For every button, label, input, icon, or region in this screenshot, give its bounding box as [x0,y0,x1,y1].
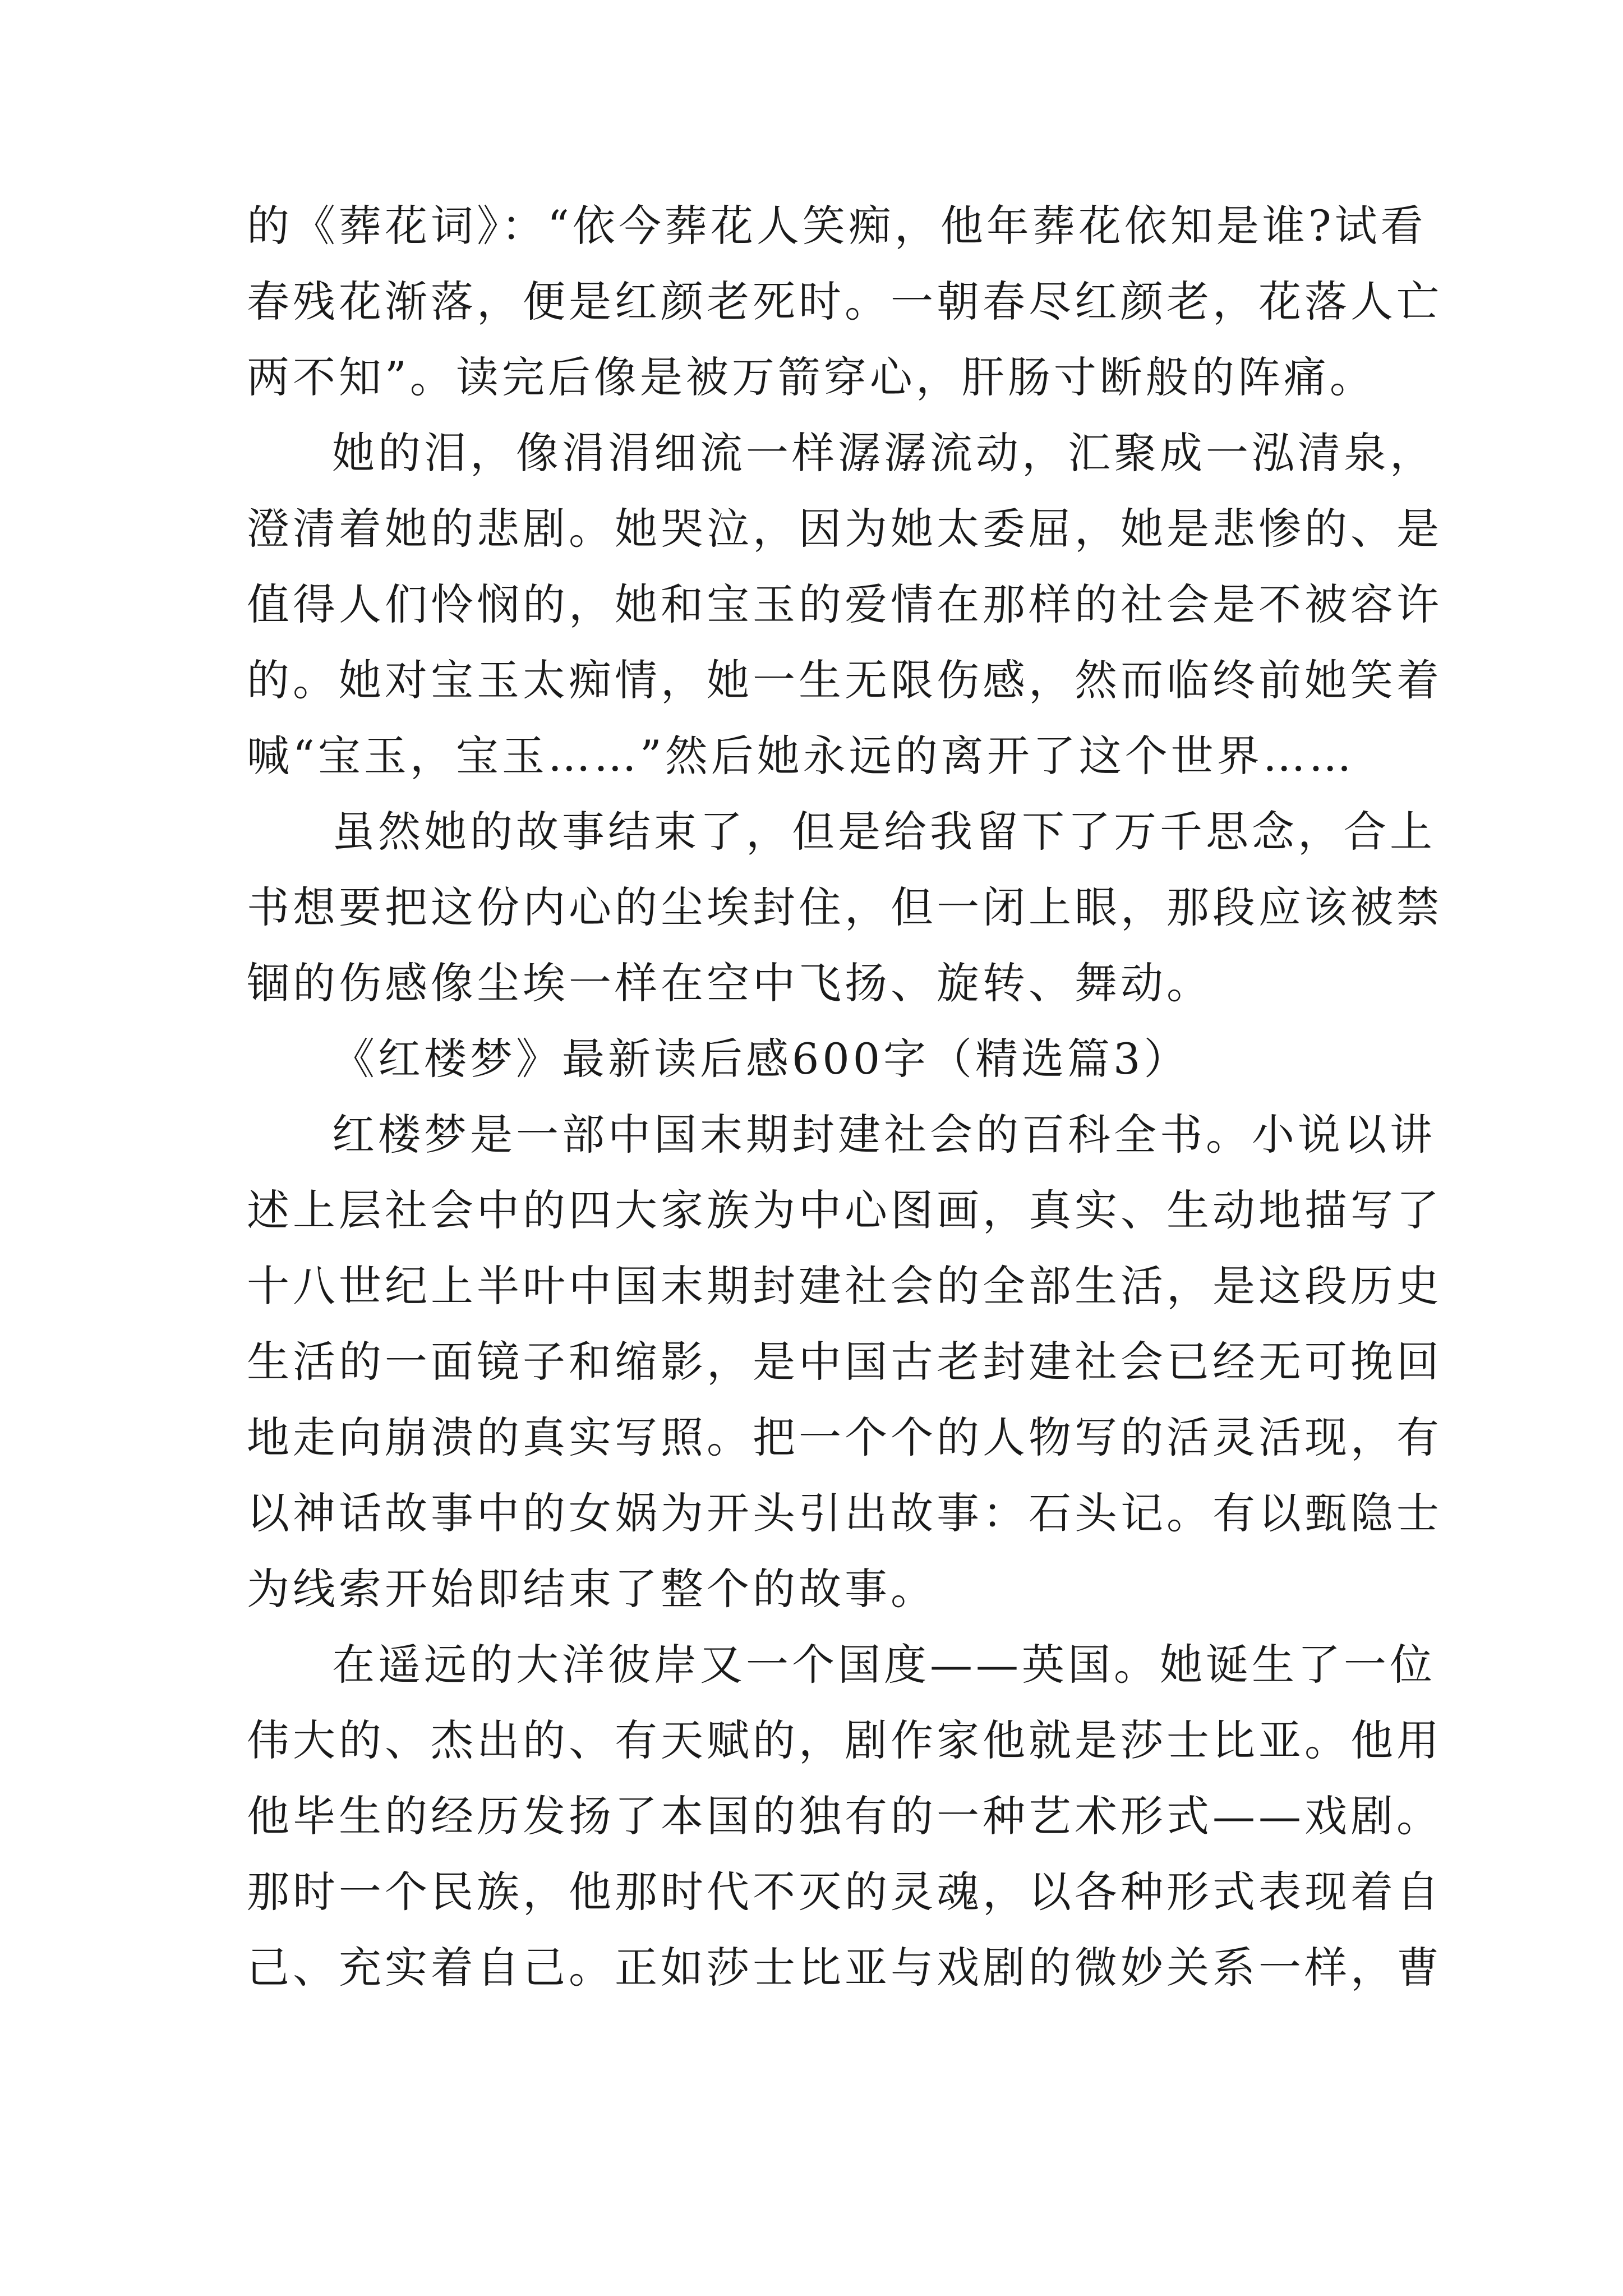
paragraph-first-line: 红楼梦是一部中国末期封建社会的百科全书。小说以讲 [332,1110,1436,1159]
text-line: 己、充实着自己。正如莎士比亚与戏剧的微妙关系一样，曹 [247,1943,1442,1993]
paragraph-first-line: 虽然她的故事结束了，但是给我留下了万千思念，合上 [332,807,1436,857]
text-line: 澄清着她的悲剧。她哭泣，因为她太委屈，她是悲惨的、是 [247,504,1442,554]
text-line: 生活的一面镜子和缩影，是中国古老封建社会已经无可挽回 [247,1337,1442,1387]
text-line: 那时一个民族，他那时代不灭的灵魂，以各种形式表现着自 [247,1867,1442,1917]
text-line: 书想要把这份内心的尘埃封住，但一闭上眼，那段应该被禁 [247,882,1442,932]
text-line: 为线索开始即结束了整个的故事。 [247,1564,937,1614]
paragraph-first-line: 她的泪，像涓涓细流一样潺潺流动，汇聚成一泓清泉， [332,428,1436,478]
text-line: 伟大的、杰出的、有天赋的，剧作家他就是莎士比亚。他用 [247,1715,1442,1765]
text-line: 春残花渐落，便是红颜老死时。一朝春尽红颜老，花落人亡 [247,277,1442,326]
text-line: 地走向崩溃的真实写照。把一个个的人物写的活灵活现，有 [247,1412,1442,1462]
text-line: 值得人们怜悯的，她和宝玉的爱情在那样的社会是不被容许 [247,579,1442,629]
section-heading: 《红楼梦》最新读后感600字（精选篇3） [332,1034,1190,1084]
text-line: 喊“宝玉，宝玉……”然后她永远的离开了这个世界…… [247,731,1355,781]
paragraph-first-line: 在遥远的大洋彼岸又一个国度——英国。她诞生了一位 [332,1640,1436,1690]
text-line: 的《葬花词》：“依今葬花人笑痴，他年葬花依知是谁?试看 [247,201,1427,251]
text-line: 他毕生的经历发扬了本国的独有的一种艺术形式——戏剧。 [247,1791,1442,1841]
body-text [247,188,1442,2005]
text-line: 两不知”。读完后像是被万箭穿心，肝肠寸断般的阵痛。 [247,352,1376,402]
text-line: 的。她对宝玉太痴情，她一生无限伤感，然而临终前她笑着 [247,655,1442,705]
text-line: 述上层社会中的四大家族为中心图画，真实、生动地描写了 [247,1185,1442,1235]
text-line: 以神话故事中的女娲为开头引出故事：石头记。有以甄隐士 [247,1488,1442,1538]
text-line: 十八世纪上半叶中国末期封建社会的全部生活，是这段历史 [247,1261,1442,1311]
text-line: 锢的伤感像尘埃一样在空中飞扬、旋转、舞动。 [247,958,1212,1008]
